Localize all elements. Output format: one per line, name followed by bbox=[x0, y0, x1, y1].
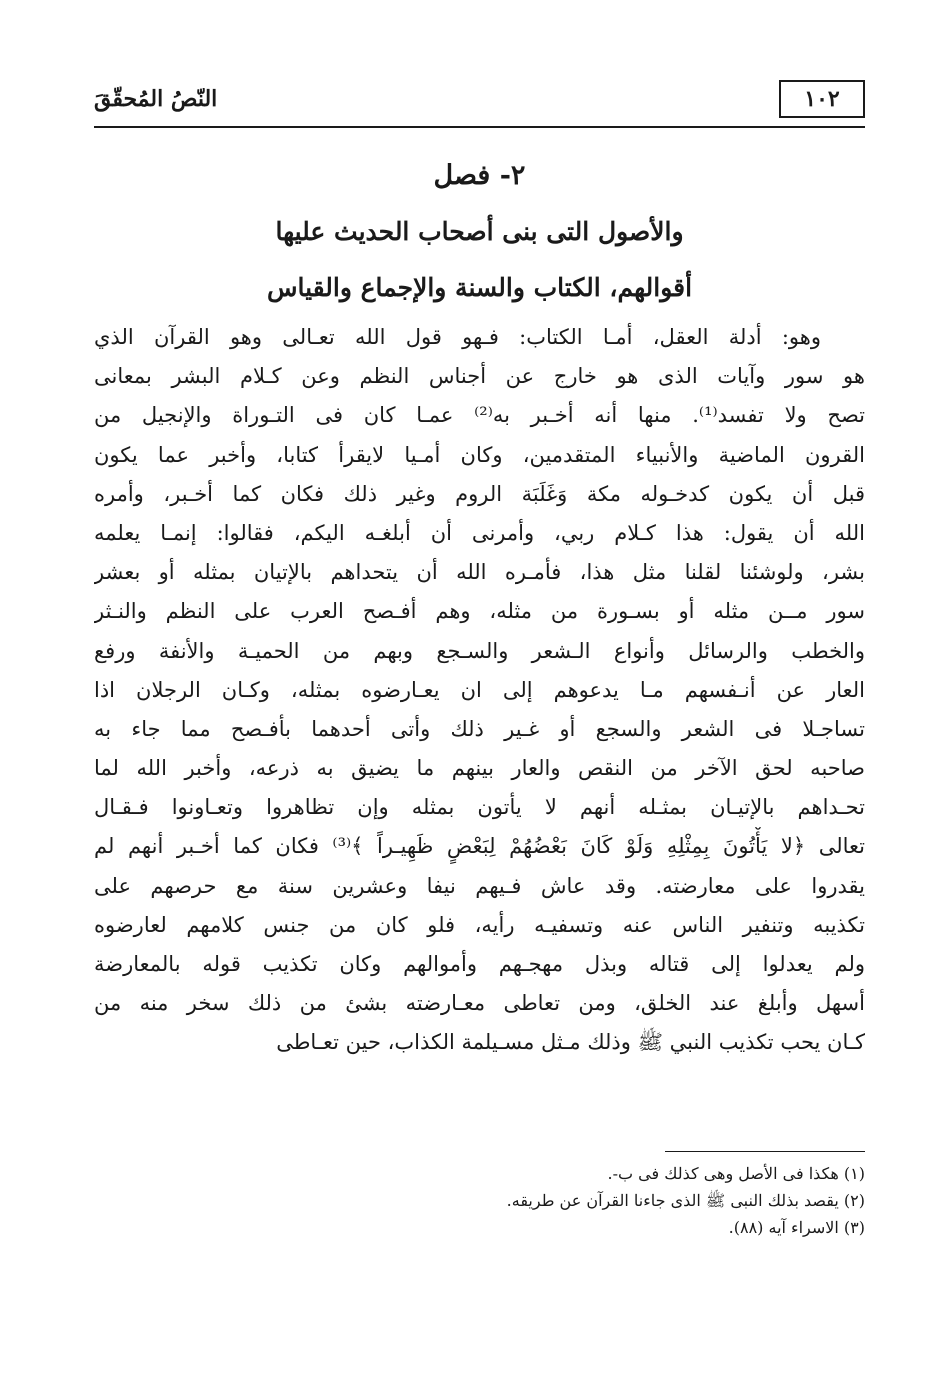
footnote-3: (٣) الاسراء آيه (٨٨). bbox=[728, 1218, 865, 1237]
body-line: تكذيبه وتنفير الناس عنه وتسفيـه رأيه، فلو كان من جنس كلامهم لعارضوه bbox=[94, 912, 865, 937]
section-heading: ٢- فصل bbox=[433, 160, 526, 191]
body-line: سور مــن مثله أو بسـورة من مثله، وهم أفـصح العرب على النظم والنـثر bbox=[94, 599, 865, 624]
body-line: قبل أن يكون كدخـوله مكة وَغَلَبَة الروم وغير ذلك فكان كما أخـبر، وأمره bbox=[94, 481, 865, 506]
body-line: العار عن أنـفسهم مـا يدعوهم إلى ان يعـارضوه بمثله، وكـان الرجلان اذا bbox=[94, 677, 865, 702]
page-number: ١٠٢ bbox=[779, 80, 865, 118]
header-rule bbox=[94, 126, 865, 128]
body-line: وهو: أدلة العقل، أمـا الكتاب: فـهو قول الله تعـالى وهو القرآن الذي bbox=[94, 325, 821, 349]
body-line: تساجـلا فى الشعر والسجع أو غـير ذلك وأتى أحدهما بأفـصح مما جاء به bbox=[94, 716, 865, 741]
body-line: ولم يعدلوا إلى قتاله وبذل مهجـهم وأموالهم وكان تكذيب قوله بالمعارضة bbox=[94, 952, 865, 976]
body-line: صاحبه لحق الآخر من النقص والعار بينهم ما يضيق به ذرعه، وأخبر الله لما bbox=[94, 756, 865, 781]
footnotes bbox=[94, 1160, 865, 1241]
body-line: والخطب والرسائل وأنواع الـشعر والسـجع وبهم من الحميـة والأنفة ورفع bbox=[94, 638, 865, 663]
section-title: والأصول التى بنى أصحاب الحديث عليها bbox=[275, 217, 684, 246]
body-text bbox=[94, 318, 865, 1063]
body-line: هو سور وآيات الذى هو خارج عن أجناس النظم وعن كـلام البشر بمعانى bbox=[94, 364, 865, 389]
footnote-1: (١) هكذا فى الأصل وهى كذلك فى ب-. bbox=[607, 1164, 865, 1183]
body-line: أسهل وأبلغ عند الخلق، ومن تعاطى معـارضته بشئ من ذلك سخر منه من bbox=[94, 991, 865, 1016]
body-line: تحـداهم بالإتيـان بمثـله أنهم لا يأتون بمثله وإن تظاهروا وتعـاونوا فـقـال bbox=[94, 795, 865, 820]
body-line: يقدروا على معارضته. وقد عاش فـيهم نيفا وعشرين سنة مع حرصهم على bbox=[94, 873, 865, 898]
body-line: بشر، ولوشئنا لقلنا مثل هذا، فأمـره الله أن يتحداهم بالإتيان بمثله أو بعشر bbox=[94, 560, 865, 585]
section-subtitle: أقوالهم، الكتاب والسنة والإجماع والقياس bbox=[266, 273, 693, 302]
body-line: كـان يحب تكذيب النبي ﷺ وذلك مـثل مسـيلمة الكذاب، حين تعـاطى bbox=[276, 1030, 865, 1055]
body-line: القرون الماضية والأنبياء المتقدمين، وكان أمـيا لايقرأ كتابا، وأخبر عما يكون bbox=[94, 442, 865, 467]
running-title: النّصُ المُحقّقَ bbox=[94, 86, 218, 112]
footnote-separator bbox=[665, 1151, 865, 1152]
body-line-quran-verse: تعالى ﴿لا يَأْتُونَ بِمِثْلِهِ وَلَوْ كَانَ بَعْضُهُمْ لِبَعْضٍ ظَهِيـراً ﴾⁽³⁾ فكان كما أخـبر أنهم لم bbox=[94, 834, 865, 859]
body-line: تصح ولا تفسد⁽¹⁾. منها أنه أخـبر به⁽²⁾ عمـا كان فى التـوراة والإنجيل من bbox=[94, 403, 865, 428]
body-line: الله أن يقول: هذا كـلام ربي، وأمرنى أن أبلغـه اليكم، فقالوا: إنمـا يعلمه bbox=[94, 520, 865, 545]
footnote-2: (٢) يقصد بذلك النبى ﷺ الذى جاءنا القرآن عن طريقه. bbox=[506, 1191, 865, 1210]
page-header bbox=[94, 76, 865, 128]
chapter-headings bbox=[94, 148, 865, 316]
